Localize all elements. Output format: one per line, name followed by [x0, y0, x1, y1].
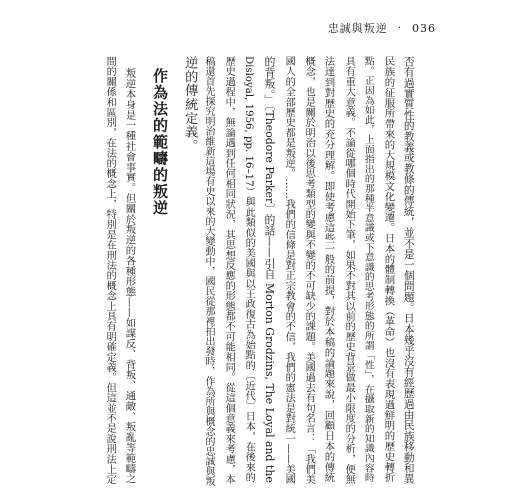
text-column: 具有重大意義。不論從哪個時代開始下筆，如果不對其以前的歷史背景做最小限度的分析，便無: [343, 56, 355, 485]
text-column: 間的關係和區別，在法的概念上，特別是在刑法的概念上具有明確定義。但這並不是說刑法上定: [104, 56, 116, 485]
text-column: 否有過實質性的教義或教條的傳統，並不是一個問題。日本幾乎沒有經歷過由民族移動和異: [402, 56, 416, 484]
text-column: 稿還首先探究明治維新這場有史以來的大變動中，國民從那裡拍出發時，作為所與概念的忠誠與叛: [203, 56, 214, 486]
running-title: 忠誠與叛逆: [327, 22, 388, 35]
text-column: Disloyal, 1956, pp. 16–17）與此類似的美國與以王政復古為始點的〔近代〕日本，在後來的: [243, 56, 255, 483]
page-number: 036: [412, 21, 436, 35]
text-column: 點。正因為如此，上面指出的那種半意識或下意識的思考形態的所謂「性」，在攝取新的知識內容時: [362, 56, 374, 483]
text-column: 國人的全部歷史都是叛逆。……我們的信條是對正宗教會的不信，我們的憲法是對統一——美國: [283, 56, 295, 485]
text-column: 叛逆本身是一種社會事實。但關於叛逆的各種形態——如謀反、背叛、通敵、叛亂等範疇之: [123, 68, 136, 484]
text-column: 歷史過程中，無論遇到任何相同狀況，其思想反應的形態都不可能相同。從這個意義來考慮，本: [223, 56, 235, 485]
text-column: 的背叛。」〔Theodore Parker〕的話——引自 Morton Grodzins, The Loyal and the: [262, 56, 276, 483]
text-column: 民族的征服所帶來的大規模文化變遷。日本的體制轉換（革命）也沒有表現過鮮明的歷史轉折: [382, 56, 395, 483]
header-separator: ·: [397, 22, 402, 34]
running-header: [328, 20, 436, 36]
text-column: 法達到對歷史的充分理解。即使考慮這些一般的前提，對於本稿的論題來說，回顧日本的傳統: [322, 56, 335, 483]
text-column: 概念，也是關於明治以後思考類型的變與不變的不可缺少的課題。美國過去有句名言：「我們美: [303, 56, 315, 485]
text-column: 逆的傳統定義。: [182, 56, 198, 153]
section-heading: 作為法的範疇的叛逆: [151, 68, 169, 217]
